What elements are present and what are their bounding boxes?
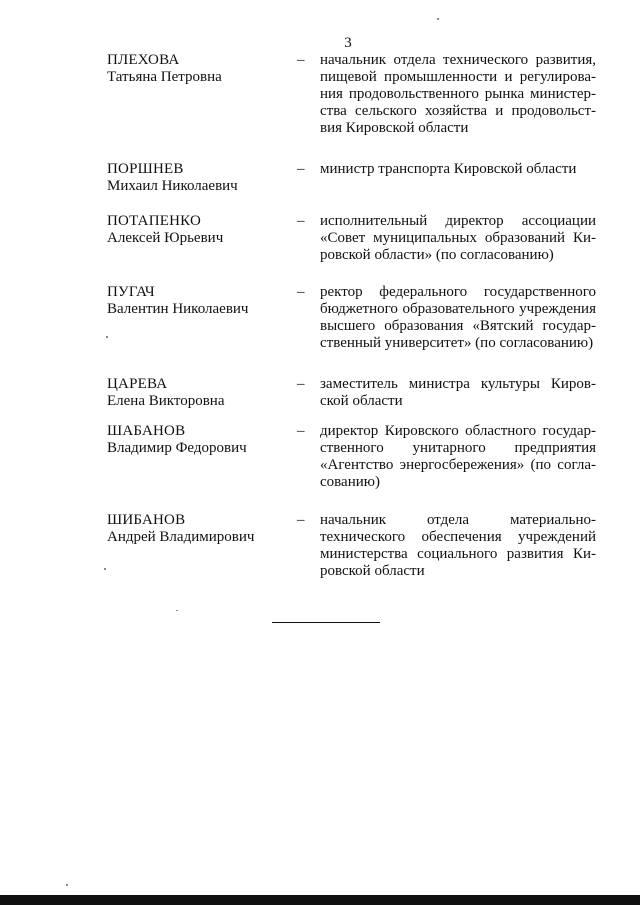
position-line: «Совет муниципальных образований Ки- xyxy=(320,230,596,246)
member-surname: ШАБАНОВ xyxy=(107,423,186,439)
member-surname: ПОРШНЕВ xyxy=(107,161,184,177)
member-entry xyxy=(0,512,640,580)
member-surname: ПУГАЧ xyxy=(107,284,155,300)
position-line: сованию) xyxy=(320,474,380,490)
position-line: министерства социального развития Ки- xyxy=(320,546,596,562)
scan-speck xyxy=(106,336,108,338)
scan-speck xyxy=(66,884,68,886)
member-position xyxy=(320,284,596,352)
member-given-names: Алексей Юрьевич xyxy=(107,230,224,246)
position-line: исполнительный директор ассоциации xyxy=(320,213,596,229)
dash-separator: – xyxy=(297,52,305,68)
member-surname: ПОТАПЕНКО xyxy=(107,213,202,229)
member-given-names: Татьяна Петровна xyxy=(107,69,222,85)
page-number: 3 xyxy=(344,35,352,51)
members-list xyxy=(0,52,640,602)
dash-separator: – xyxy=(297,512,305,528)
dash-separator: – xyxy=(297,376,305,392)
dash-separator: – xyxy=(297,423,305,439)
position-line: технического обеспечения учреждений xyxy=(320,529,596,545)
member-position xyxy=(320,423,596,491)
dash-separator: – xyxy=(297,161,305,177)
end-of-list-rule xyxy=(272,622,380,623)
member-entry xyxy=(0,376,640,410)
position-line: ской области xyxy=(320,393,403,409)
member-given-names: Елена Викторовна xyxy=(107,393,225,409)
position-line: высшего образования «Вятский государ- xyxy=(320,318,596,334)
member-given-names: Андрей Владимирович xyxy=(107,529,255,545)
member-entry xyxy=(0,52,640,137)
scan-speck xyxy=(176,610,178,611)
member-position xyxy=(320,52,596,137)
member-name xyxy=(107,52,287,86)
member-position xyxy=(320,161,596,178)
member-entry xyxy=(0,423,640,491)
member-entry xyxy=(0,213,640,264)
position-line: заместитель министра культуры Киров- xyxy=(320,376,596,392)
member-name xyxy=(107,512,287,546)
member-given-names: Михаил Николаевич xyxy=(107,178,238,194)
position-line: ровской области xyxy=(320,563,425,579)
member-name xyxy=(107,213,287,247)
position-line: министр транспорта Кировской области xyxy=(320,161,577,177)
position-line: бюджетного образовательного учреждения xyxy=(320,301,596,317)
member-position xyxy=(320,512,596,580)
member-name xyxy=(107,423,287,457)
position-line: ровской области» (по согласованию) xyxy=(320,247,554,263)
position-line: ственный университет» (по согласованию) xyxy=(320,335,594,351)
position-line: ственного унитарного предприятия xyxy=(320,440,596,456)
scan-speck xyxy=(104,568,106,570)
member-name xyxy=(107,284,287,318)
member-given-names: Валентин Николаевич xyxy=(107,301,249,317)
member-position xyxy=(320,213,596,264)
member-name xyxy=(107,376,287,410)
position-line: вия Кировской области xyxy=(320,120,469,136)
dash-separator: – xyxy=(297,284,305,300)
member-entry xyxy=(0,161,640,195)
member-surname: ЦАРЕВА xyxy=(107,376,168,392)
scan-bottom-edge xyxy=(0,895,640,905)
member-entry xyxy=(0,284,640,352)
member-given-names: Владимир Федорович xyxy=(107,440,247,456)
scan-speck xyxy=(437,18,439,20)
position-line: начальник отдела технического развития, xyxy=(320,52,596,68)
position-line: ректор федерального государственного xyxy=(320,284,596,300)
member-name xyxy=(107,161,287,195)
position-line: директор Кировского областного государ- xyxy=(320,423,596,439)
position-line: ния продовольственного рынка министер- xyxy=(320,86,596,102)
position-line: пищевой промышленности и регулирова- xyxy=(320,69,596,85)
position-line: «Агентство энергосбережения» (по согла- xyxy=(320,457,596,473)
member-surname: ПЛЕХОВА xyxy=(107,52,180,68)
position-line: начальник отдела материально- xyxy=(320,512,596,528)
member-surname: ШИБАНОВ xyxy=(107,512,186,528)
dash-separator: – xyxy=(297,213,305,229)
member-position xyxy=(320,376,596,410)
position-line: ства сельского хозяйства и продовольст- xyxy=(320,103,596,119)
